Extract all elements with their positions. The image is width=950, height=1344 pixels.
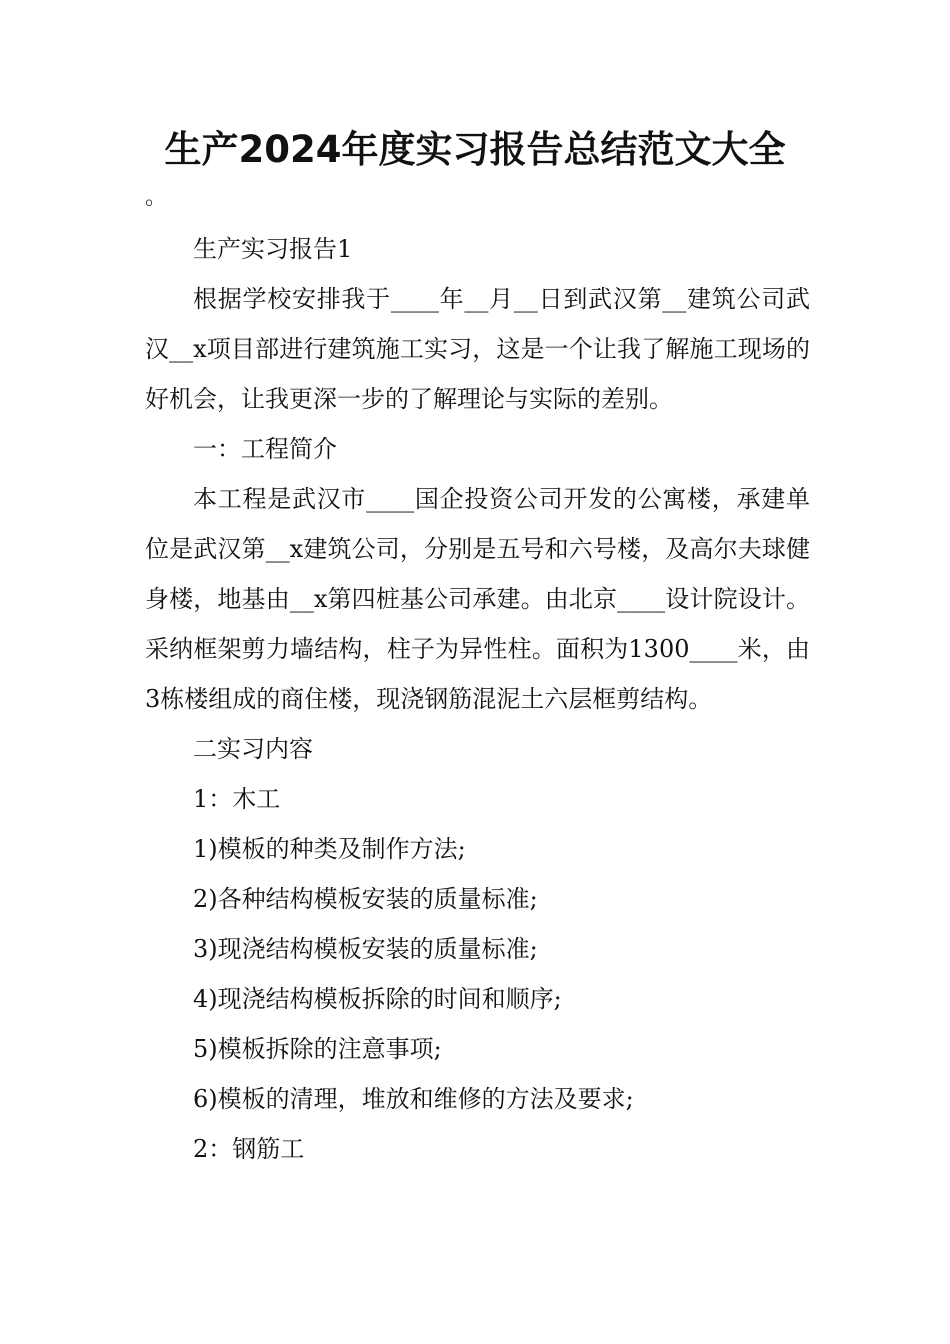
paragraph-section-two-heading: 二实习内容 bbox=[193, 735, 313, 763]
list-item: 5)模板拆除的注意事项; bbox=[193, 1035, 442, 1063]
paragraph-section-one-heading: 一：工程简介 bbox=[193, 435, 337, 463]
paragraph-report-heading: 生产实习报告1 bbox=[193, 235, 353, 263]
list-item: 1)模板的种类及制作方法; bbox=[193, 835, 466, 863]
paragraph-intro: 根据学校安排我于____年__月__日到武汉第__建筑公司武汉__x项目部进行建筑施工实习，这是一个让我了解施工现场的好机会，让我更深一步的了解理论与实际的差别。 bbox=[145, 285, 810, 413]
leading-punctuation: 。 bbox=[145, 185, 168, 210]
list-item: 3)现浇结构模板安装的质量标准; bbox=[193, 935, 538, 963]
list-item: 4)现浇结构模板拆除的时间和顺序; bbox=[193, 985, 562, 1013]
paragraph-carpentry-heading: 1：木工 bbox=[193, 785, 281, 813]
document-title: 生产2024年度实习报告总结范文大全 bbox=[164, 128, 786, 171]
document-body bbox=[145, 224, 810, 1174]
list-item: 2)各种结构模板安装的质量标准; bbox=[193, 885, 538, 913]
paragraph-rebar-heading: 2：钢筋工 bbox=[193, 1135, 305, 1163]
list-item: 6)模板的清理，堆放和维修的方法及要求; bbox=[193, 1085, 634, 1113]
paragraph-project-overview: 本工程是武汉市____国企投资公司开发的公寓楼，承建单位是武汉第__x建筑公司，分别是五号和六号楼，及高尔夫球健身楼，地基由__x第四桩基公司承建。由北京____设计院设计。采纳框架剪力墙结构，柱子为异性柱。面积为1300____米，由3栋楼组成的商住楼，现浇钢筋混泥土六层框剪结构。 bbox=[145, 485, 810, 713]
